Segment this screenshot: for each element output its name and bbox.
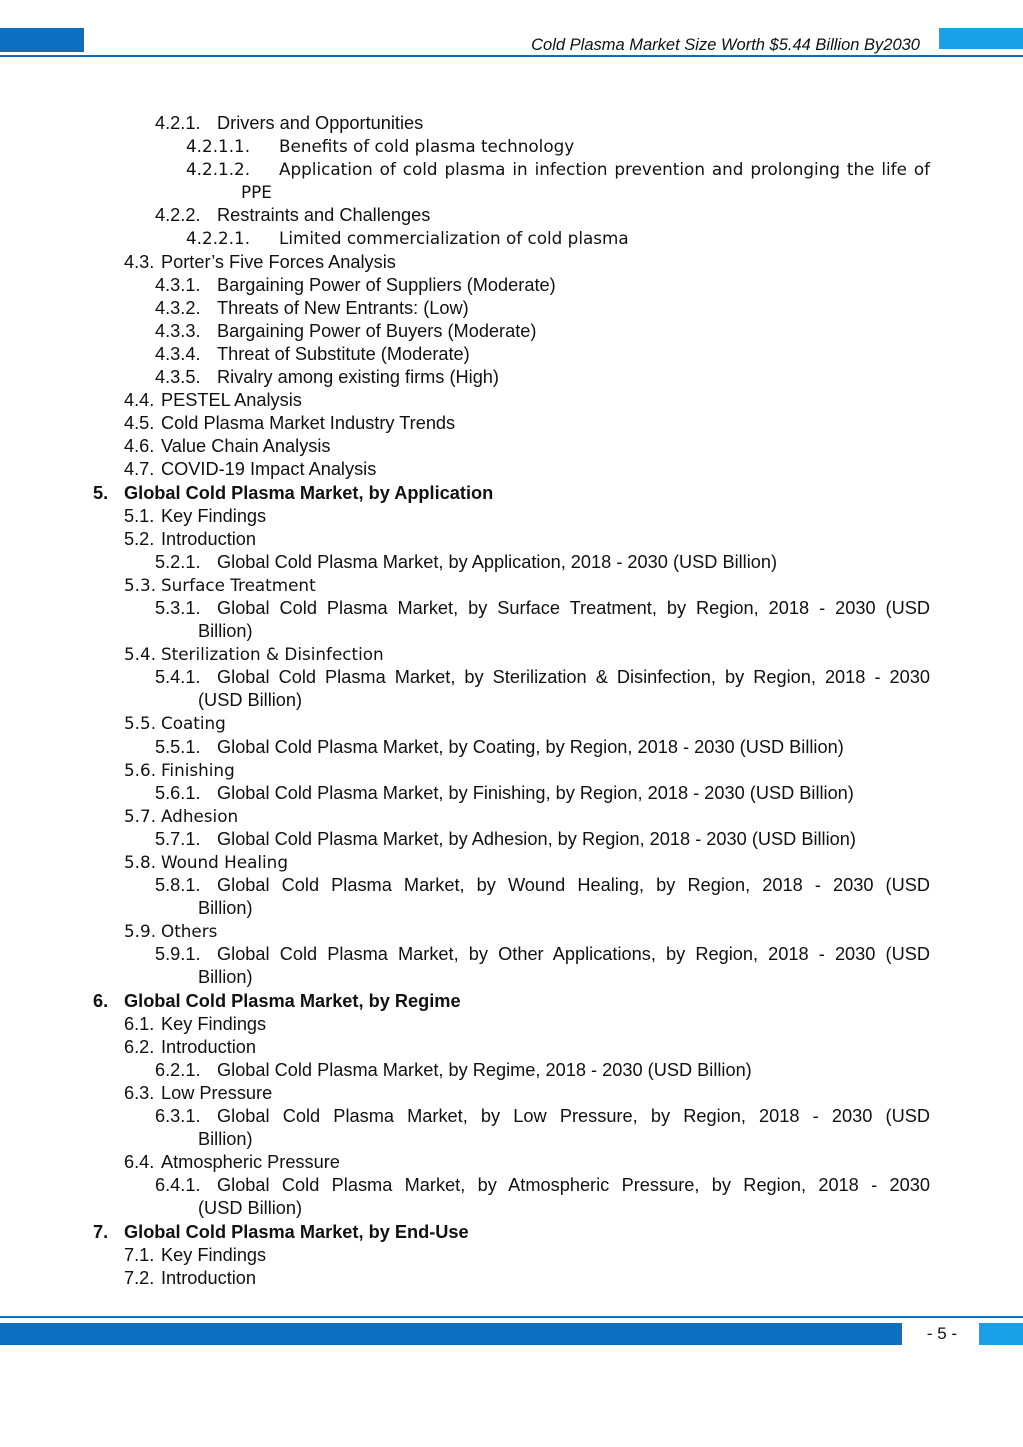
toc-entry[interactable] — [0, 505, 1023, 528]
toc-entry[interactable] — [0, 1082, 1023, 1105]
toc-chapter-title: Global Cold Plasma Market, by Application — [124, 482, 494, 503]
toc-entry[interactable] — [0, 1013, 1023, 1036]
toc-entry[interactable] — [0, 135, 1023, 158]
toc-entry-title: Limited commercialization of cold plasma — [279, 228, 629, 249]
toc-entry-title: Global Cold Plasma Market, by Application, 2018 - 2030 (USD Billion) — [217, 551, 778, 572]
toc-entry[interactable] — [0, 458, 1023, 481]
toc-entry[interactable] — [0, 920, 1023, 943]
toc-entry-number: 5.4. — [124, 644, 157, 665]
toc-entry-title: Billion) — [198, 621, 253, 642]
toc-entry-number: 7.2. — [124, 1267, 155, 1288]
toc-entry-number: 5.1. — [124, 505, 155, 526]
toc-entry[interactable] — [0, 736, 1023, 759]
toc-entry[interactable] — [0, 666, 1023, 689]
toc-entry-number: 5.3.1. — [155, 597, 201, 618]
toc-entry-continuation — [0, 897, 1023, 920]
toc-entry[interactable] — [0, 1151, 1023, 1174]
toc-entry-title: Global Cold Plasma Market, by Sterilization & Disinfection, by Region, 2018 - 2030 — [217, 667, 930, 688]
toc-chapter-title: Global Cold Plasma Market, by Regime — [124, 990, 461, 1011]
toc-entry-number: 7.1. — [124, 1244, 155, 1265]
toc-entry[interactable] — [0, 251, 1023, 274]
toc-entry-number: 5.7. — [124, 805, 157, 826]
toc-entry-number: 5.6.1. — [155, 782, 201, 803]
footer-bar — [0, 1323, 902, 1345]
toc-entry-title: Value Chain Analysis — [161, 436, 331, 457]
toc-entry-number: 6.3.1. — [155, 1106, 201, 1127]
header-rule — [0, 55, 1023, 57]
toc-entry-number: 4.2.1.1. — [186, 136, 251, 157]
toc-entry-number: 6.2.1. — [155, 1059, 201, 1080]
toc-entry-title: Adhesion — [161, 805, 239, 826]
toc-entry-title: Global Cold Plasma Market, by Adhesion, by Region, 2018 - 2030 (USD Billion) — [217, 828, 856, 849]
toc-chapter-number: 5. — [93, 482, 109, 503]
toc-entry-title: Wound Healing — [161, 852, 288, 872]
toc-entry-title: Billion) — [198, 1129, 253, 1150]
toc-entry[interactable] — [0, 828, 1023, 851]
toc-entry-number: 5.9.1. — [155, 944, 201, 965]
toc-chapter[interactable] — [0, 990, 1023, 1013]
toc-entry-number: 4.3.1. — [155, 274, 201, 295]
toc-entry-number: 5.9. — [124, 921, 157, 942]
toc-entry[interactable] — [0, 528, 1023, 551]
toc-entry-number: 6.3. — [124, 1082, 155, 1103]
toc-entry-number: 5.4.1. — [155, 667, 201, 688]
toc-entry-title: PESTEL Analysis — [161, 390, 302, 411]
toc-entry-continuation — [0, 181, 1023, 204]
toc-entry[interactable] — [0, 551, 1023, 574]
toc-entry-title: Introduction — [161, 1036, 257, 1057]
toc-entry[interactable] — [0, 112, 1023, 135]
toc-entry-title: Threat of Substitute (Moderate) — [217, 343, 470, 364]
toc-entry-continuation — [0, 689, 1023, 712]
toc-entry-title: Finishing — [161, 759, 235, 780]
toc-entry-title: (USD Billion) — [198, 1198, 303, 1219]
toc-entry[interactable] — [0, 297, 1023, 320]
toc-entry-number: 4.3. — [124, 251, 155, 272]
toc-entry-title: Cold Plasma Market Industry Trends — [161, 413, 456, 434]
toc-entry-title: COVID-19 Impact Analysis — [161, 459, 377, 480]
toc-entry-number: 5.5. — [124, 713, 157, 734]
toc-entry-number: 5.2. — [124, 528, 155, 549]
toc-entry[interactable] — [0, 851, 1023, 874]
toc-entry-continuation — [0, 966, 1023, 989]
toc-entry[interactable] — [0, 204, 1023, 227]
toc-entry-title: Global Cold Plasma Market, by Finishing, by Region, 2018 - 2030 (USD Billion) — [217, 782, 854, 803]
toc-entry-title: Low Pressure — [161, 1082, 273, 1103]
toc-entry-continuation — [0, 620, 1023, 643]
toc-entry-title: Application of cold plasma in infection prevention and prolonging the life of — [279, 159, 930, 180]
toc-entry-title: Global Cold Plasma Market, by Regime, 2018 - 2030 (USD Billion) — [217, 1059, 752, 1080]
toc-entry-number: 4.2.2.1. — [186, 228, 251, 249]
toc-entry-title: Bargaining Power of Buyers (Moderate) — [217, 320, 537, 341]
toc-entry[interactable] — [0, 274, 1023, 297]
toc-entry-number: 4.3.2. — [155, 297, 201, 318]
toc-entry-title: Drivers and Opportunities — [217, 113, 424, 133]
header-accent-left — [0, 28, 84, 52]
toc-entry-number: 4.2.1.2. — [186, 159, 251, 180]
toc-entry-number: 4.3.5. — [155, 367, 201, 388]
toc-entry-title: Sterilization & Disinfection — [161, 644, 384, 665]
toc-entry-title: Restraints and Challenges — [217, 205, 431, 226]
toc-entry[interactable] — [0, 712, 1023, 735]
footer-accent-right — [979, 1323, 1023, 1345]
toc-entry-title: Global Cold Plasma Market, by Surface Treatment, by Region, 2018 - 2030 (USD — [217, 597, 930, 618]
toc-entry-number: 5.5.1. — [155, 736, 201, 757]
toc-entry[interactable] — [0, 389, 1023, 412]
toc-entry-title: Key Findings — [161, 1244, 267, 1265]
toc-entry[interactable] — [0, 597, 1023, 620]
toc-entry[interactable] — [0, 1267, 1023, 1290]
toc-entry-number: 5.8. — [124, 852, 157, 872]
toc-entry-title: Global Cold Plasma Market, by Other Applications, by Region, 2018 - 2030 (USD — [217, 944, 930, 965]
toc-entry-number: 5.7.1. — [155, 828, 201, 849]
toc-entry-title: Global Cold Plasma Market, by Low Pressure, by Region, 2018 - 2030 (USD — [217, 1106, 930, 1127]
toc-entry-number: 4.5. — [124, 413, 155, 434]
toc-entry-title: Global Cold Plasma Market, by Wound Healing, by Region, 2018 - 2030 (USD — [217, 875, 930, 896]
toc-entry[interactable] — [0, 759, 1023, 782]
toc-entry[interactable] — [0, 943, 1023, 966]
toc-entry-title: Others — [161, 921, 218, 942]
toc-entry-continuation — [0, 1128, 1023, 1151]
toc-entry-number: 4.4. — [124, 390, 155, 411]
toc-entry[interactable] — [0, 435, 1023, 458]
toc-entry-number: 6.4. — [124, 1152, 155, 1173]
toc-entry[interactable] — [0, 227, 1023, 250]
toc-entry-number: 6.1. — [124, 1013, 155, 1034]
toc-entry[interactable] — [0, 782, 1023, 805]
toc-entry-title: Coating — [161, 713, 226, 734]
toc-entry[interactable] — [0, 412, 1023, 435]
toc-entry-number: 4.6. — [124, 436, 155, 457]
toc-entry-number: 5.3. — [124, 574, 157, 595]
toc-entry-title: Threats of New Entrants: (Low) — [217, 297, 469, 318]
toc-entry-title: Global Cold Plasma Market, by Coating, by Region, 2018 - 2030 (USD Billion) — [217, 736, 844, 757]
toc-entry-title: Introduction — [161, 528, 257, 549]
footer-rule — [0, 1316, 1023, 1318]
toc-entry-number: 4.7. — [124, 459, 155, 480]
toc-chapter-number: 7. — [93, 1221, 109, 1242]
toc-entry[interactable] — [0, 366, 1023, 389]
toc-entry[interactable] — [0, 1244, 1023, 1267]
toc-chapter[interactable] — [0, 482, 1023, 505]
toc-entry[interactable] — [0, 1036, 1023, 1059]
toc-entry[interactable] — [0, 343, 1023, 366]
toc-entry-title: Key Findings — [161, 505, 267, 526]
toc-entry[interactable] — [0, 1174, 1023, 1197]
toc-entry-number: 6.4.1. — [155, 1175, 201, 1196]
toc-chapter-number: 6. — [93, 990, 109, 1011]
toc-entry-title: Porter’s Five Forces Analysis — [161, 251, 396, 272]
toc-entry[interactable] — [0, 643, 1023, 666]
toc-entry-number: 4.2.1. — [155, 113, 201, 133]
toc-entry-number: 4.2.2. — [155, 205, 201, 226]
toc-entry-title: Surface Treatment — [161, 574, 316, 595]
toc-entry[interactable] — [0, 574, 1023, 597]
toc-entry[interactable] — [0, 158, 1023, 181]
toc-entry[interactable] — [0, 320, 1023, 343]
toc-entry-title: Bargaining Power of Suppliers (Moderate) — [217, 274, 556, 295]
toc-entry-title: Billion) — [198, 967, 253, 988]
toc-entry-number: 6.2. — [124, 1036, 155, 1057]
toc-chapter-title: Global Cold Plasma Market, by End-Use — [124, 1221, 469, 1242]
toc-entry-title: Introduction — [161, 1267, 257, 1288]
toc-entry-title: (USD Billion) — [198, 690, 303, 711]
toc-entry-title: Global Cold Plasma Market, by Atmospheric Pressure, by Region, 2018 - 2030 — [217, 1175, 930, 1196]
toc-entry-title: Billion) — [198, 898, 253, 919]
toc-entry-number: 5.2.1. — [155, 551, 201, 572]
toc-entry-title: PPE — [241, 182, 272, 203]
toc-entry-title: Atmospheric Pressure — [161, 1152, 340, 1173]
toc-entry[interactable] — [0, 874, 1023, 897]
toc-entry-title: Key Findings — [161, 1013, 267, 1034]
toc-entry-title: Benefits of cold plasma technology — [279, 136, 575, 157]
table-of-contents — [0, 112, 1023, 1290]
toc-entry[interactable] — [0, 1059, 1023, 1082]
toc-entry[interactable] — [0, 1105, 1023, 1128]
toc-entry-title: Rivalry among existing firms (High) — [217, 367, 499, 388]
toc-entry-number: 5.8.1. — [155, 875, 201, 896]
toc-entry-number: 4.3.3. — [155, 320, 201, 341]
page-number: - 5 - — [926, 1324, 958, 1343]
header-accent-right — [939, 28, 1023, 49]
toc-chapter[interactable] — [0, 1221, 1023, 1244]
header-title: Cold Plasma Market Size Worth $5.44 Billion By2030 — [531, 36, 920, 54]
toc-entry[interactable] — [0, 805, 1023, 828]
toc-entry-number: 4.3.4. — [155, 343, 201, 364]
toc-entry-continuation — [0, 1197, 1023, 1220]
toc-entry-number: 5.6. — [124, 759, 157, 780]
